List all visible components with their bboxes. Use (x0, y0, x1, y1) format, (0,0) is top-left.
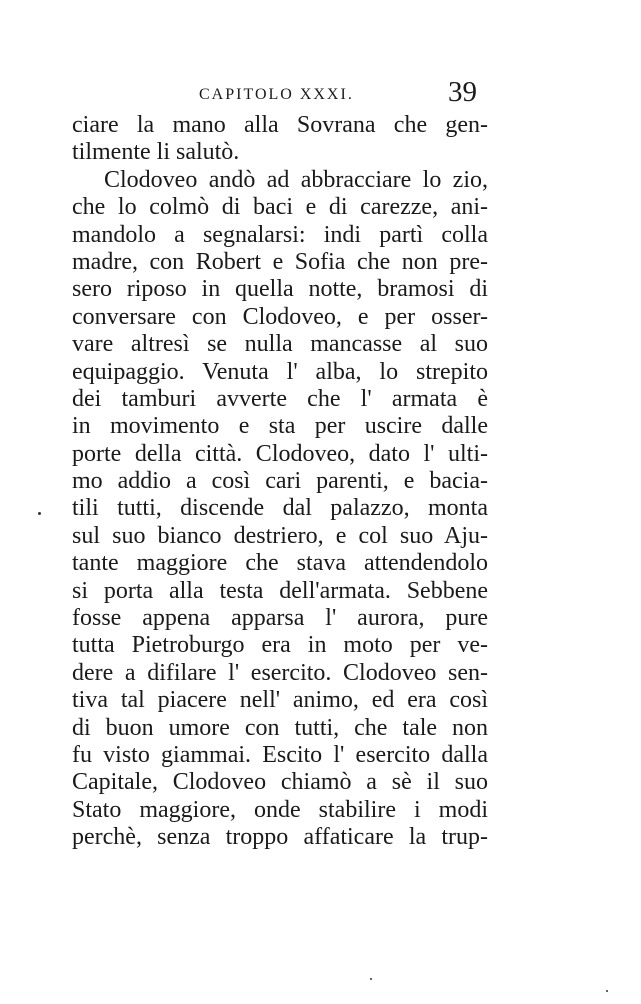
text-line: equipaggio. Venuta l' alba, lo strepito (72, 358, 488, 385)
text-line: tiva tal piacere nell' animo, ed era così (72, 687, 488, 714)
text-line: fosse appena apparsa l' aurora, pure (72, 605, 488, 632)
text-line: ciare la mano alla Sovrana che gen- (72, 112, 488, 138)
text-line: madre, con Robert e Sofia che non pre- (72, 248, 488, 275)
text-line: Clodoveo andò ad abbracciare lo zio, (104, 166, 488, 193)
text-line: conversare con Clodoveo, e per osser- (72, 303, 488, 330)
text-line: dere a difilare l' esercito. Clodoveo sen- (72, 659, 488, 686)
text-line: mo addio a così cari parenti, e bacia- (72, 468, 488, 495)
running-head: CAPITOLO XXXI. (199, 86, 354, 103)
text-line: Capitale, Clodoveo chiamò a sè il suo (72, 769, 488, 796)
paper-speck (606, 990, 608, 992)
text-line: vare altresì se nulla mancasse al suo (72, 331, 488, 358)
text-line: che lo colmò di baci e di carezze, ani- (72, 194, 488, 221)
text-line: tili tutti, discende dal palazzo, monta (72, 495, 488, 522)
text-line: tilmente li salutò. (72, 139, 240, 166)
text-line: sero riposo in quella notte, bramosi di (72, 276, 488, 303)
text-line: tutta Pietroburgo era in moto per ve- (72, 632, 488, 659)
text-line: di buon umore con tutti, che tale non (72, 714, 488, 741)
text-line: in movimento e sta per uscire dalle (72, 413, 488, 440)
paper-speck (370, 978, 372, 980)
body-text (72, 112, 488, 852)
text-line: tante maggiore che stava attendendolo (72, 550, 488, 577)
text-line: dei tamburi avverte che l' armata è (72, 385, 488, 412)
text-line: fu visto giammai. Escito l' esercito dalla (72, 741, 488, 768)
text-line: perchè, senza troppo affaticare la trup- (72, 824, 488, 851)
paper-speck (38, 512, 41, 515)
text-line: sul suo bianco destriero, e col suo Aju- (72, 522, 488, 549)
page-number: 39 (448, 76, 477, 108)
text-line: mandolo a segnalarsi: indi partì colla (72, 221, 488, 248)
text-line: porte della città. Clodoveo, dato l' ulti- (72, 440, 488, 467)
text-line: Stato maggiore, onde stabilire i modi (72, 796, 488, 823)
text-line: si porta alla testa dell'armata. Sebbene (72, 577, 488, 604)
